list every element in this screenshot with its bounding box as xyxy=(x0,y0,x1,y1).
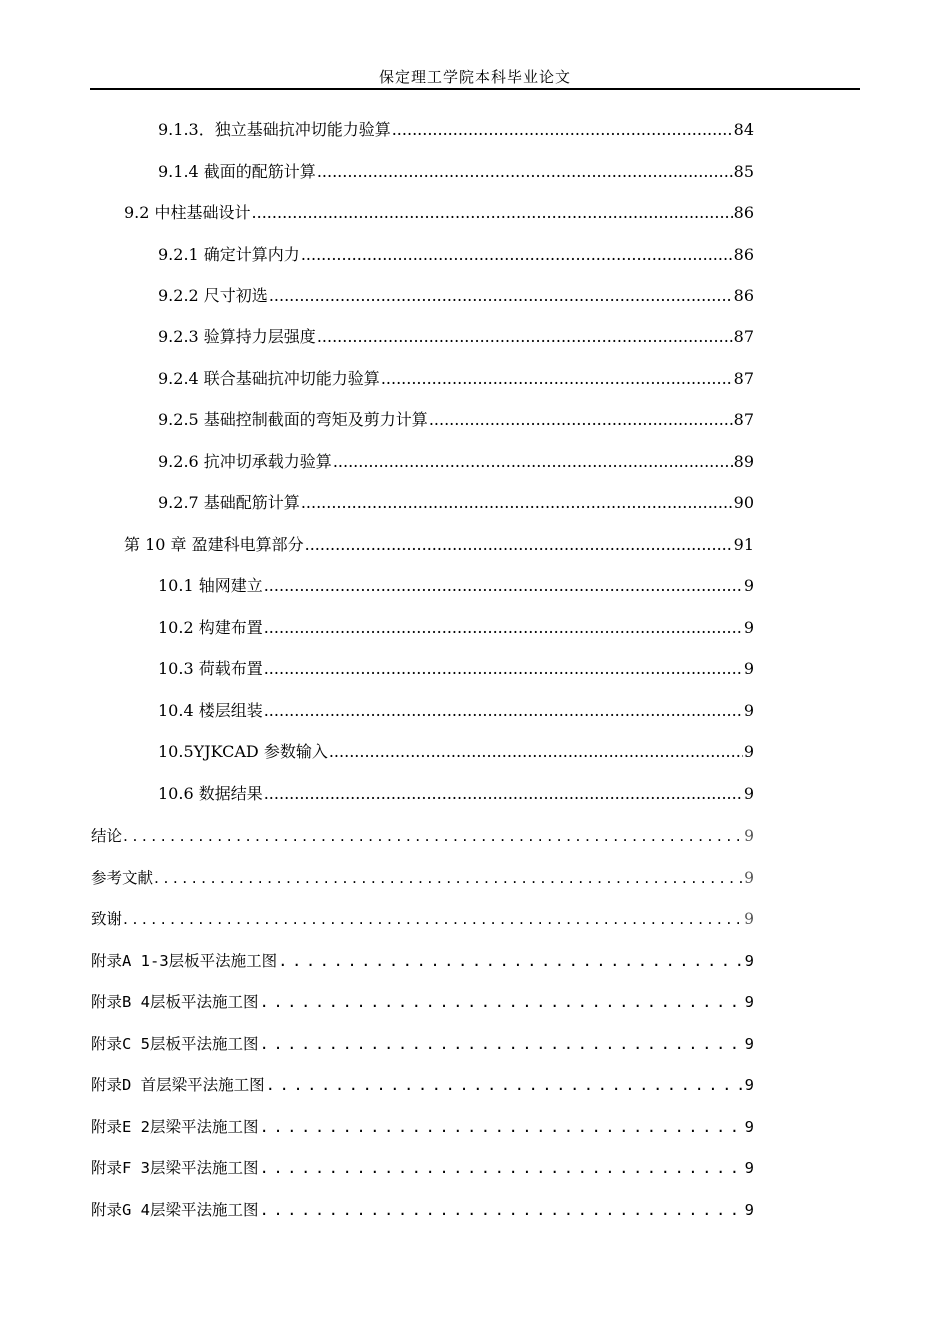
toc-entry[interactable] xyxy=(158,408,754,432)
toc-entry-page: 9 xyxy=(743,701,754,720)
toc-leader-dots xyxy=(278,949,743,973)
toc-leader-dots xyxy=(301,243,733,267)
toc-leader-dots xyxy=(260,1198,744,1222)
toc-entry-label: 10.2 构建布置 xyxy=(158,618,263,637)
toc-entry[interactable] xyxy=(91,990,754,1014)
toc-entry[interactable] xyxy=(91,907,754,931)
toc-entry-page: 9 xyxy=(744,1159,754,1177)
toc-entry-label: 附录A 1-3层板平法施工图 xyxy=(91,952,278,970)
toc-entry[interactable] xyxy=(158,284,754,308)
toc-entry-label: 附录B 4层板平法施工图 xyxy=(91,993,259,1011)
toc-entry-page: 9 xyxy=(744,1118,754,1136)
toc-leader-dots xyxy=(429,408,733,432)
toc-entry-label: 9.2.4 联合基础抗冲切能力验算 xyxy=(158,369,380,388)
toc-entry-page: 84 xyxy=(733,120,754,139)
toc-entry-page: 85 xyxy=(733,162,754,181)
toc-entry-page: 9 xyxy=(744,993,754,1011)
toc-entry-page: 9 xyxy=(744,869,754,887)
toc-entry[interactable] xyxy=(158,782,754,806)
toc-entry[interactable] xyxy=(158,160,754,184)
toc-entry-page: 87 xyxy=(733,410,754,429)
toc-leader-dots xyxy=(317,325,733,349)
toc-entry-page: 89 xyxy=(733,452,754,471)
toc-entry-page: 9 xyxy=(743,618,754,637)
toc-entry-label: 9.2.3 验算持力层强度 xyxy=(158,327,316,346)
toc-entry-label: 10.3 荷载布置 xyxy=(158,659,263,678)
toc-leader-dots xyxy=(264,616,743,640)
toc-entry[interactable] xyxy=(91,1073,754,1097)
toc-entry-page: 90 xyxy=(733,493,754,512)
toc-leader-dots xyxy=(264,782,743,806)
toc-entry[interactable] xyxy=(91,1115,754,1139)
toc-leader-dots xyxy=(266,1073,744,1097)
toc-entry[interactable] xyxy=(158,740,754,764)
toc-entry[interactable] xyxy=(158,367,754,391)
toc-entry-label: 附录G 4层梁平法施工图 xyxy=(91,1201,259,1219)
toc-entry[interactable] xyxy=(91,1032,754,1056)
toc-entry-label: 10.4 楼层组装 xyxy=(158,701,263,720)
toc-entry-page: 9 xyxy=(743,576,754,595)
toc-leader-dots xyxy=(260,1156,744,1180)
toc-entry[interactable] xyxy=(158,491,754,515)
toc-entry-label: 附录E 2层梁平法施工图 xyxy=(91,1118,259,1136)
toc-entry-label: 9.2 中柱基础设计 xyxy=(124,203,251,222)
toc-entry-label: 9.1.4 截面的配筋计算 xyxy=(158,162,316,181)
toc-leader-dots xyxy=(264,574,743,598)
toc-entry-label: 9.1.3．独立基础抗冲切能力验算 xyxy=(158,120,391,139)
toc-entry-label: 9.2.5 基础控制截面的弯矩及剪力计算 xyxy=(158,410,428,429)
toc-entry-page: 9 xyxy=(744,1201,754,1219)
toc-entry-label: 参考文献 xyxy=(91,869,154,887)
toc-entry[interactable] xyxy=(158,699,754,723)
toc-entry[interactable] xyxy=(158,574,754,598)
toc-entry-label: 9.2.6 抗冲切承载力验算 xyxy=(158,452,332,471)
toc-entry-page: 9 xyxy=(743,659,754,678)
toc-leader-dots xyxy=(260,1115,744,1139)
toc-leader-dots xyxy=(123,824,743,848)
toc-leader-dots xyxy=(123,907,743,931)
toc-leader-dots xyxy=(392,118,733,142)
toc-entry-page: 86 xyxy=(733,203,754,222)
toc-entry[interactable] xyxy=(91,1198,754,1222)
toc-leader-dots xyxy=(333,450,733,474)
toc-entry[interactable] xyxy=(158,450,754,474)
toc-entry-label: 第 10 章 盈建科电算部分 xyxy=(124,535,304,554)
toc-entry-page: 86 xyxy=(733,245,754,264)
toc-leader-dots xyxy=(264,699,743,723)
toc-entry-page: 87 xyxy=(733,369,754,388)
toc-leader-dots xyxy=(264,657,743,681)
toc-entry-page: 9 xyxy=(743,784,754,803)
toc-entry-page: 9 xyxy=(744,1035,754,1053)
toc-leader-dots xyxy=(260,990,744,1014)
toc-entry-page: 9 xyxy=(744,910,754,928)
toc-entry-label: 9.2.7 基础配筋计算 xyxy=(158,493,300,512)
toc-entry[interactable] xyxy=(158,118,754,142)
toc-entry[interactable] xyxy=(91,1156,754,1180)
toc-entry-label: 10.6 数据结果 xyxy=(158,784,263,803)
toc-entry[interactable] xyxy=(124,533,754,557)
toc-leader-dots xyxy=(305,533,733,557)
toc-entry-page: 9 xyxy=(744,952,754,970)
toc-entry-label: 致谢 xyxy=(91,910,123,928)
toc-entry-page: 9 xyxy=(744,1076,754,1094)
toc-entry-label: 9.2.2 尺寸初选 xyxy=(158,286,268,305)
toc-entry-label: 附录C 5层板平法施工图 xyxy=(91,1035,259,1053)
toc-leader-dots xyxy=(260,1032,744,1056)
toc-entry-label: 附录F 3层梁平法施工图 xyxy=(91,1159,259,1177)
toc-leader-dots xyxy=(252,201,733,225)
toc-entry-label: 9.2.1 确定计算内力 xyxy=(158,245,300,264)
toc-entry-page: 86 xyxy=(733,286,754,305)
toc-entry-label: 10.5YJKCAD 参数输入 xyxy=(158,742,328,761)
toc-entry[interactable] xyxy=(158,657,754,681)
toc-entry-label: 10.1 轴网建立 xyxy=(158,576,263,595)
toc-entry[interactable] xyxy=(91,866,754,890)
toc-entry[interactable] xyxy=(91,949,754,973)
toc-entry-page: 87 xyxy=(733,327,754,346)
toc-entry[interactable] xyxy=(158,616,754,640)
header-rule xyxy=(90,88,860,90)
toc-leader-dots xyxy=(329,740,743,764)
toc-entry-page: 9 xyxy=(743,742,754,761)
toc-entry[interactable] xyxy=(91,824,754,848)
page-header-title: 保定理工学院本科毕业论文 xyxy=(378,68,571,86)
toc-entry-page: 9 xyxy=(744,827,754,845)
toc-entry[interactable] xyxy=(124,201,754,225)
toc-entry-label: 结论 xyxy=(91,827,123,845)
toc-leader-dots xyxy=(269,284,733,308)
toc-leader-dots xyxy=(381,367,733,391)
toc-entry[interactable] xyxy=(158,325,754,349)
toc-leader-dots xyxy=(301,491,733,515)
toc-entry[interactable] xyxy=(158,243,754,267)
toc-entry-label: 附录D 首层梁平法施工图 xyxy=(91,1076,265,1094)
toc-entry-page: 91 xyxy=(733,535,754,554)
toc-leader-dots xyxy=(154,866,743,890)
toc-leader-dots xyxy=(317,160,733,184)
